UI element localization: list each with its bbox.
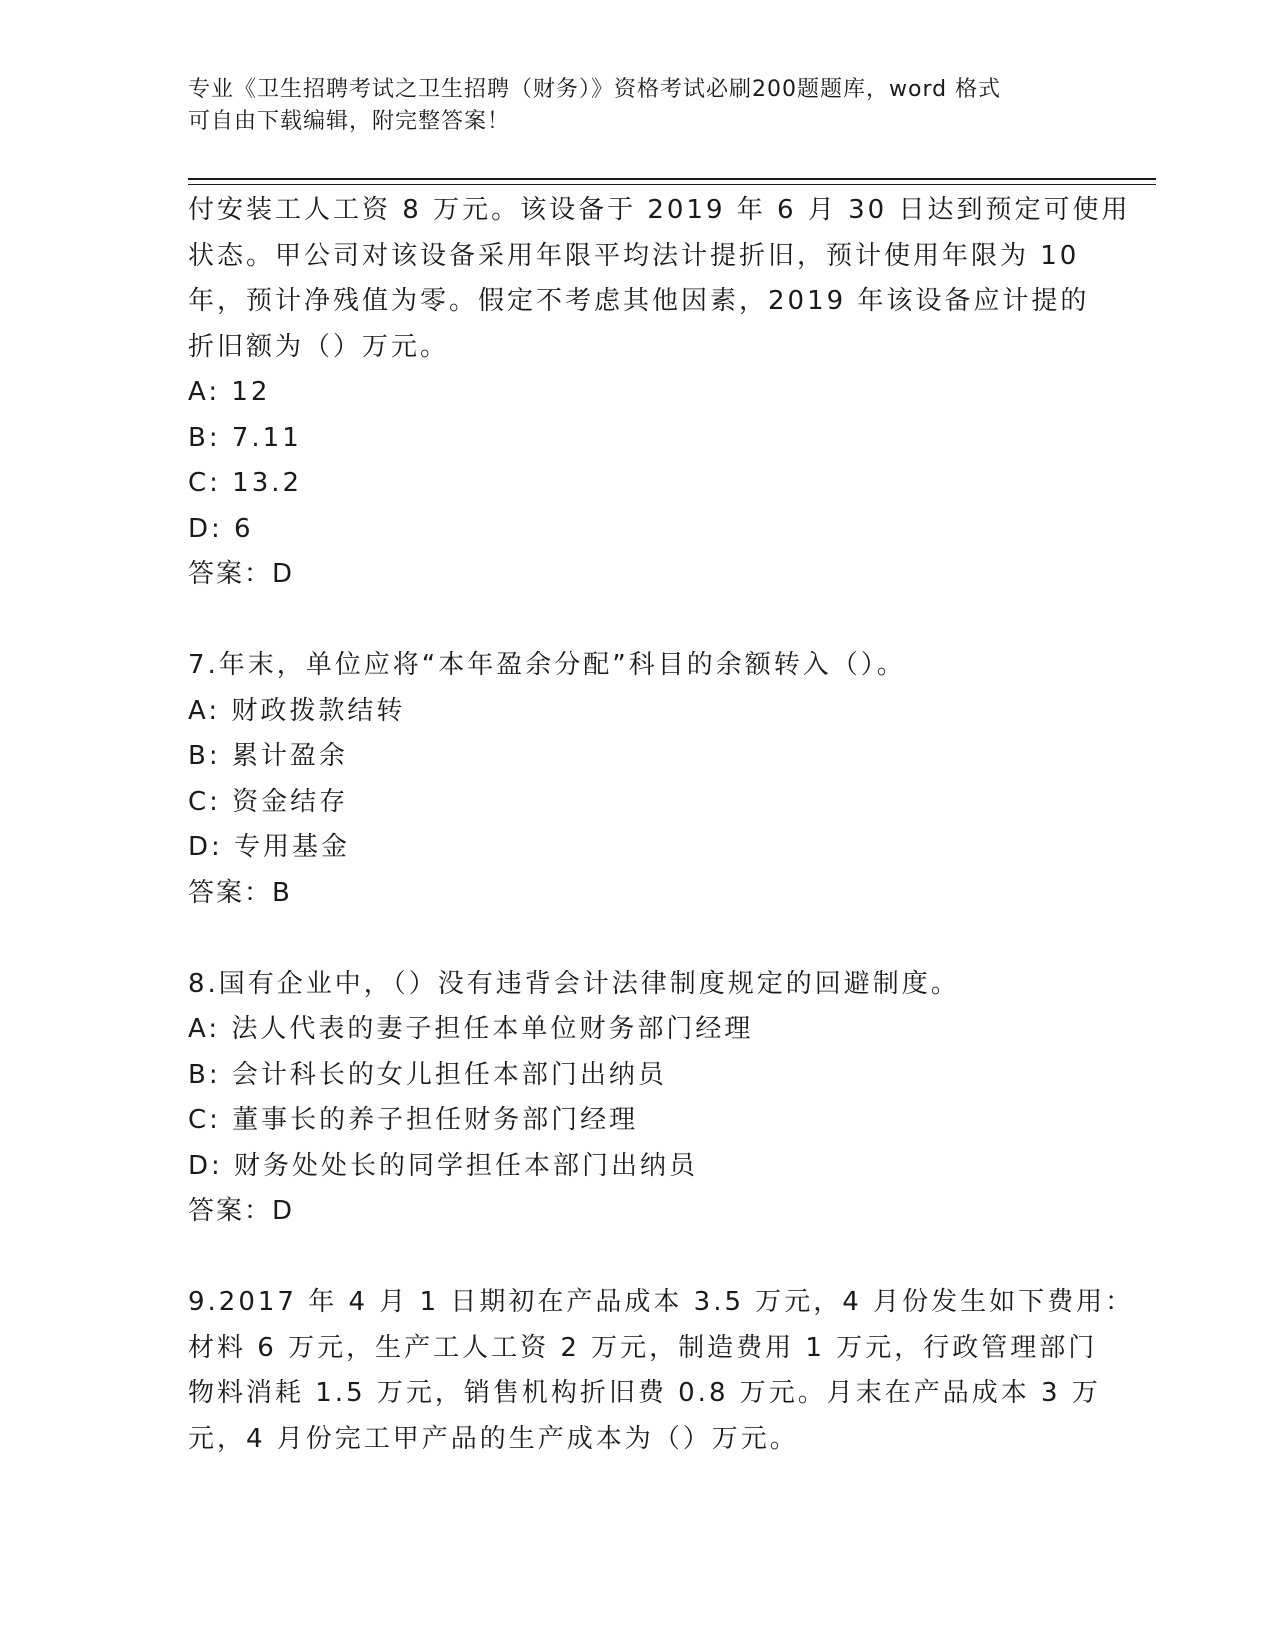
question-gap (188, 916, 1088, 962)
document-header (188, 74, 1088, 138)
question-6 (188, 188, 1131, 598)
question-stem-line: 物料消耗 1.5 万元，销售机构折旧费 0.8 万元。月末在产品成本 3 万 (188, 1378, 1101, 1408)
question-9 (188, 1280, 1135, 1462)
option-c: C: 董事长的养子担任财务部门经理 (188, 1105, 639, 1135)
option-a: A: 12 (188, 377, 271, 407)
option-c: C: 资金结存 (188, 786, 349, 817)
header-line-1: 专业《卫生招聘考试之卫生招聘（财务）》资格考试必刷200题题库，word 格式 (188, 77, 1002, 102)
option-b: B: 累计盈余 (188, 741, 348, 771)
question-7 (188, 643, 1088, 916)
option-d: D: 6 (188, 513, 254, 544)
question-gap (188, 1235, 1088, 1281)
question-stem-line: 7.年末，单位应将“本年盈余分配”科目的余额转入（）。 (188, 650, 906, 680)
question-stem-line: 付安装工人工资 8 万元。该设备于 2019 年 6 月 30 日达到预定可使用 (188, 195, 1131, 225)
question-8 (188, 962, 1088, 1235)
question-gap (188, 598, 1088, 644)
question-stem-line: 年，预计净残值为零。假定不考虑其他因素，2019 年该设备应计提的 (188, 286, 1090, 316)
question-stem-line: 材料 6 万元，生产工人工资 2 万元，制造费用 1 万元，行政管理部门 (188, 1332, 1098, 1363)
option-b: B: 7.11 (188, 422, 302, 453)
question-content (188, 188, 1135, 1462)
question-stem-line: 元，4 月份完工甲产品的生产成本为（）万元。 (188, 1423, 799, 1454)
header-line-2: 可自由下载编辑，附完整答案！ (188, 109, 511, 134)
option-b: B: 会计科长的女儿担任本部门出纳员 (188, 1059, 667, 1090)
answer-line: 答案：B (188, 877, 292, 908)
question-stem-line: 状态。甲公司对该设备采用年限平均法计提折旧，预计使用年限为 10 (188, 240, 1080, 271)
question-stem-line: 折旧额为（）万元。 (188, 331, 450, 362)
header-divider-thick (188, 178, 1156, 180)
question-stem-line: 9.2017 年 4 月 1 日期初在产品成本 3.5 万元，4 月份发生如下费用： (188, 1287, 1135, 1317)
option-c: C: 13.2 (188, 468, 303, 498)
option-d: D: 专用基金 (188, 832, 351, 862)
question-stem-line: 8.国有企业中，（）没有违背会计法律制度规定的回避制度。 (188, 968, 960, 999)
option-a: A: 财政拨款结转 (188, 695, 406, 726)
option-d: D: 财务处处长的同学担任本部门出纳员 (188, 1150, 699, 1181)
header-divider-thin (188, 184, 1156, 185)
answer-line: 答案：D (188, 1196, 295, 1226)
option-a: A: 法人代表的妻子担任本单位财务部门经理 (188, 1014, 754, 1044)
answer-line: 答案：D (188, 559, 295, 589)
